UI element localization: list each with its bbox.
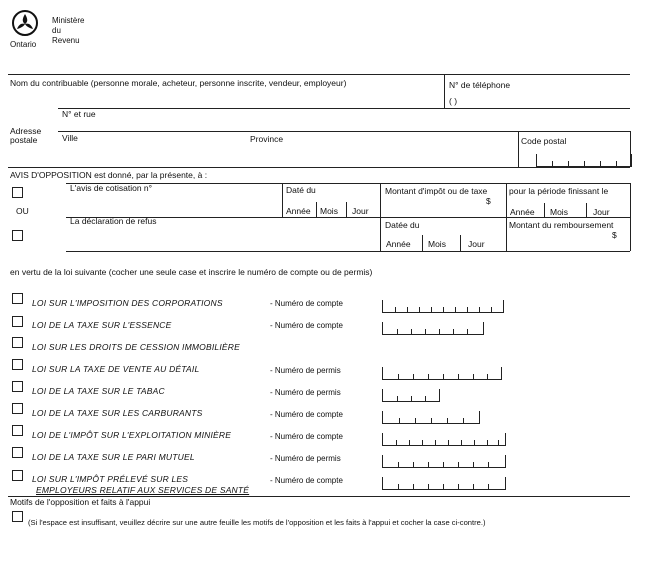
law-4-name: LOI SUR LA TAXE DE VENTE AU DÉTAIL <box>32 364 200 374</box>
period-label: pour la période finissant le <box>509 186 609 196</box>
refusal-dated-label: Datée du <box>385 220 420 230</box>
assessment-date-divider <box>282 183 283 217</box>
law-4-number-label: - Numéro de permis <box>270 366 341 375</box>
rule-street-bottom <box>58 131 630 132</box>
law-2-name: LOI DE LA TAXE SUR L'ESSENCE <box>32 320 172 330</box>
assessment-month: Mois <box>320 206 338 216</box>
rule-refusal-bottom <box>66 251 630 252</box>
laws-intro: en vertu de la loi suivante (cocher une seule case et inscrire le numéro de compte ou de permis) <box>10 267 373 277</box>
refusal-label: La déclaration de refus <box>70 216 157 226</box>
assessment-label: L'avis de cotisation n° <box>70 183 153 193</box>
law-9-account-input[interactable] <box>382 477 506 490</box>
law-7-checkbox[interactable] <box>12 425 23 436</box>
law-5-number-label: - Numéro de permis <box>270 388 341 397</box>
address-label-2: postale <box>10 135 38 145</box>
period-year: Année <box>510 207 535 217</box>
extra-sheet-checkbox[interactable] <box>12 511 23 522</box>
province-label: Province <box>250 134 284 144</box>
law-2-number-label: - Numéro de compte <box>270 321 343 330</box>
law-7-name: LOI DE L'IMPÔT SUR L'EXPLOITATION MINIÈRE <box>32 430 232 440</box>
law-6-checkbox[interactable] <box>12 403 23 414</box>
reasons-label: Motifs de l'opposition et faits à l'appui <box>10 497 151 507</box>
law-7-number-label: - Numéro de compte <box>270 432 343 441</box>
or-label: OU <box>16 206 29 216</box>
postal-code-label: Code postal <box>521 136 567 146</box>
refusal-day: Jour <box>468 239 485 249</box>
law-1-checkbox[interactable] <box>12 293 23 304</box>
law-8-number-label: - Numéro de permis <box>270 454 341 463</box>
address-label-1: Adresse <box>10 126 42 136</box>
law-6-number-label: - Numéro de compte <box>270 410 343 419</box>
reasons-text-area[interactable] <box>8 530 630 564</box>
ministry-line-3: Revenu <box>52 36 80 45</box>
law-9-number-label: - Numéro de compte <box>270 476 343 485</box>
ontario-trillium-logo-icon <box>12 10 38 36</box>
law-8-permit-input[interactable] <box>382 455 506 468</box>
taxpayer-name-label: Nom du contribuable (personne morale, acheteur, personne inscrite, vendeur, employeur) <box>10 78 347 88</box>
ministry-line-2: du <box>52 26 61 35</box>
period-sep-2 <box>586 203 587 217</box>
phone-divider <box>444 74 445 108</box>
refusal-sep-2 <box>460 235 461 251</box>
phone-area-code-parens: ( ) <box>449 96 458 106</box>
law-8-checkbox[interactable] <box>12 447 23 458</box>
rule-name-bottom <box>58 108 630 109</box>
refusal-sep-1 <box>422 235 423 251</box>
period-sep-1 <box>544 203 545 217</box>
ministry-line-1: Ministère <box>52 16 85 25</box>
law-8-name: LOI DE LA TAXE SUR LE PARI MUTUEL <box>32 452 195 462</box>
law-5-name: LOI DE LA TAXE SUR LE TABAC <box>32 386 165 396</box>
extra-sheet-note: (Si l'espace est insuffisant, veuillez décrire sur une autre feuille les motifs de l'opposition et les faits à l'appui et cocher la case ci-contre.) <box>28 518 486 527</box>
law-5-checkbox[interactable] <box>12 381 23 392</box>
objection-right-edge <box>630 183 631 251</box>
refund-currency: $ <box>612 230 617 240</box>
law-1-account-input[interactable] <box>382 300 504 313</box>
assessment-day: Jour <box>352 206 369 216</box>
law-9-checkbox[interactable] <box>12 470 23 481</box>
law-2-account-input[interactable] <box>382 322 484 335</box>
law-7-account-input[interactable] <box>382 433 506 446</box>
law-9-name-line2: EMPLOYEURS RELATIF AUX SERVICES DE SANTÉ <box>36 485 250 495</box>
date-sep-1 <box>316 202 317 217</box>
phone-label: N° de téléphone <box>449 80 511 90</box>
objection-intro: AVIS D'OPPOSITION est donné, par la présente, à : <box>10 170 208 180</box>
law-3-name: LOI SUR LES DROITS DE CESSION IMMOBILIÈRE <box>32 342 240 352</box>
law-6-account-input[interactable] <box>382 411 480 424</box>
assessment-year: Année <box>286 206 311 216</box>
period-day: Jour <box>593 207 610 217</box>
tax-amount-label: Montant d'impôt ou de taxe <box>385 186 488 196</box>
rule-address-bottom <box>8 167 630 168</box>
refund-label: Montant du remboursement <box>509 220 614 230</box>
rule-top <box>8 74 630 75</box>
date-sep-2 <box>346 202 347 217</box>
law-1-name: LOI SUR L'IMPOSITION DES CORPORATIONS <box>32 298 223 308</box>
tax-amount-currency: $ <box>486 196 491 206</box>
province-name: Ontario <box>10 40 37 49</box>
refusal-checkbox[interactable] <box>12 230 23 241</box>
law-2-checkbox[interactable] <box>12 316 23 327</box>
law-6-name: LOI DE LA TAXE SUR LES CARBURANTS <box>32 408 203 418</box>
law-4-permit-input[interactable] <box>382 367 502 380</box>
postal-divider <box>518 131 519 167</box>
law-5-permit-input[interactable] <box>382 389 440 402</box>
period-month: Mois <box>550 207 568 217</box>
law-4-checkbox[interactable] <box>12 359 23 370</box>
city-label: Ville <box>62 133 78 143</box>
street-label: N° et rue <box>62 109 96 119</box>
refusal-year: Année <box>386 239 411 249</box>
law-3-checkbox[interactable] <box>12 337 23 348</box>
law-9-name: LOI SUR L'IMPÔT PRÉLEVÉ SUR LES <box>32 474 189 484</box>
assessment-date-label: Daté du <box>286 185 316 195</box>
assessment-checkbox[interactable] <box>12 187 23 198</box>
rule-objection-top <box>66 183 630 184</box>
postal-code-input[interactable] <box>536 154 632 167</box>
refusal-month: Mois <box>428 239 446 249</box>
law-1-number-label: - Numéro de compte <box>270 299 343 308</box>
